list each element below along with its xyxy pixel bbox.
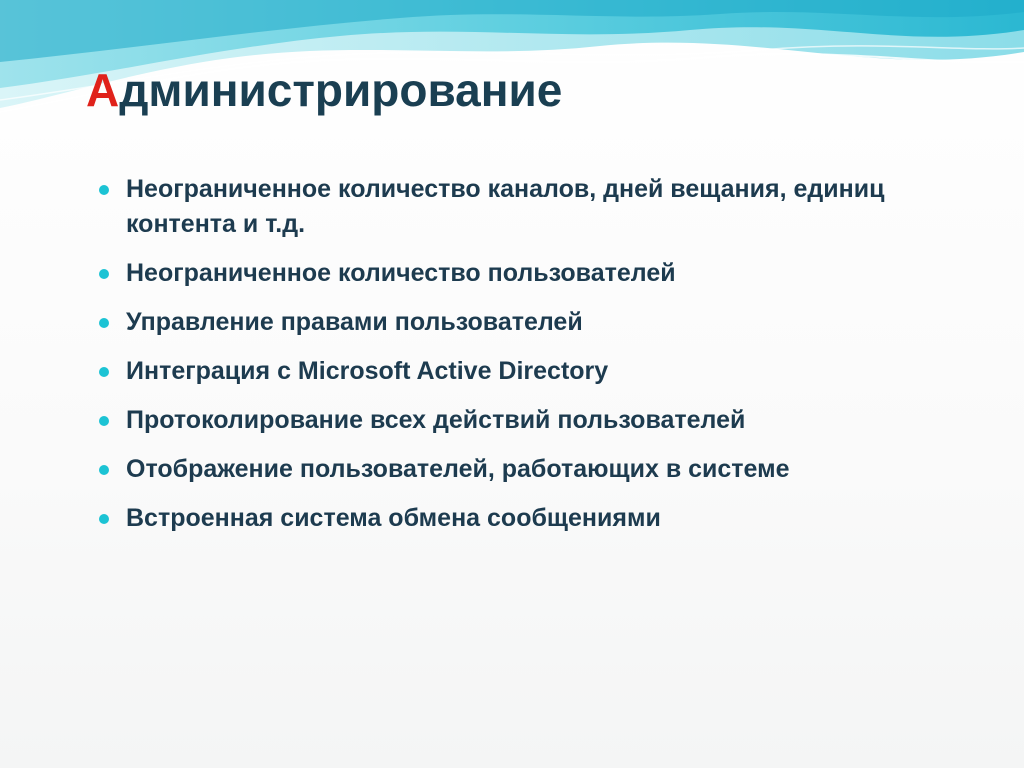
bullet-text: Управление правами пользователей [126, 308, 583, 336]
title-text: дминистрирование [119, 64, 563, 116]
bullet-dot-icon [99, 269, 109, 279]
bullet-text: Неограниченное количество пользователей [126, 259, 676, 287]
bullet-item [98, 452, 968, 487]
slide-title [86, 62, 562, 118]
bullet-text: Неограниченное количество каналов, дней вещания, единиц контента и т.д. [126, 175, 885, 238]
bullet-dot-icon [99, 367, 109, 377]
bullet-text: Отображение пользователей, работающих в системе [126, 455, 790, 483]
bullet-text: Встроенная система обмена сообщениями [126, 504, 661, 532]
bullet-item [98, 501, 968, 536]
bullet-dot-icon [99, 318, 109, 328]
bullet-dot-icon [99, 465, 109, 475]
bullet-list [98, 172, 968, 550]
bullet-item [98, 403, 968, 438]
bullet-text: Протоколирование всех действий пользователей [126, 406, 746, 434]
title-accent-letter: А [86, 64, 120, 116]
bullet-dot-icon [99, 416, 109, 426]
bullet-item [98, 305, 968, 340]
bullet-dot-icon [99, 514, 109, 524]
bullet-item [98, 172, 968, 242]
bullet-dot-icon [99, 185, 109, 195]
bullet-item [98, 354, 968, 389]
bullet-item [98, 256, 968, 291]
bullet-text: Интеграция с Microsoft Active Directory [126, 357, 609, 385]
